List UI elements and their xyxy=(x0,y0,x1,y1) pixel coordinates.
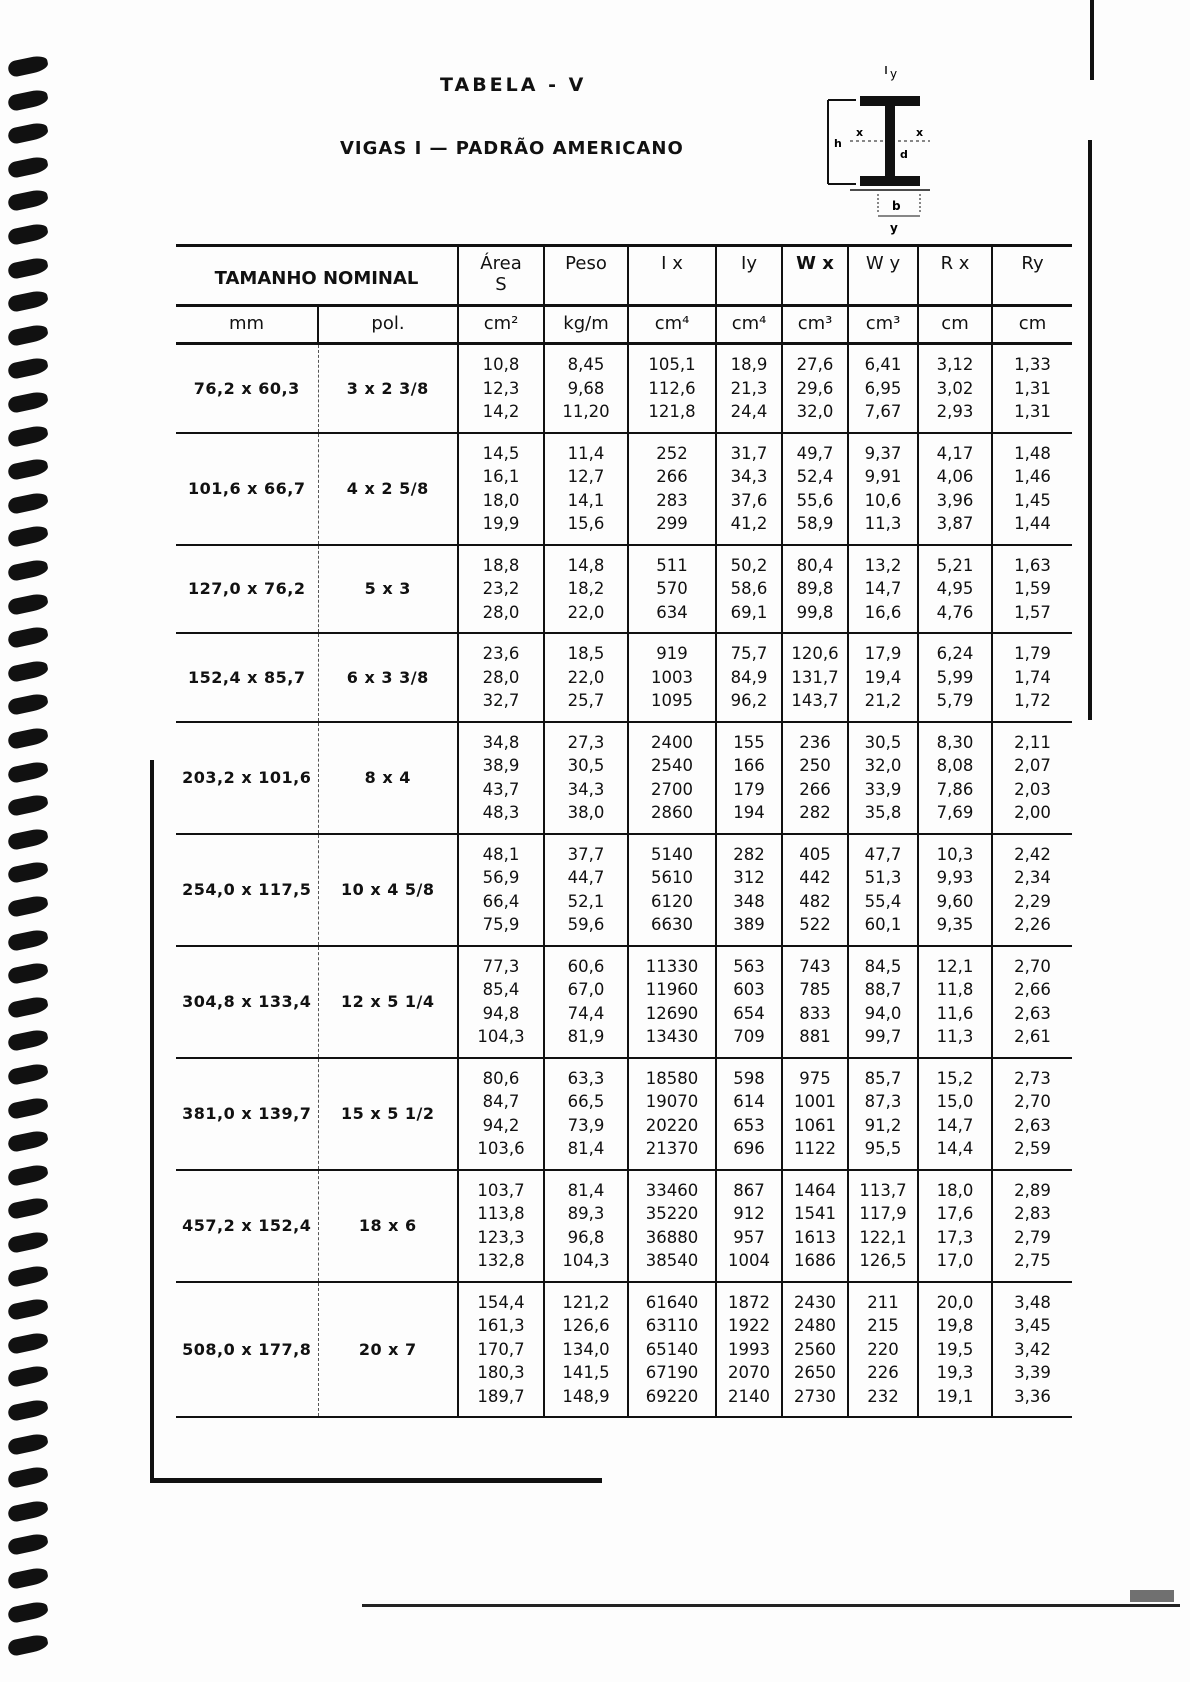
unit-wx: cm³ xyxy=(782,306,848,344)
unit-ix: cm⁴ xyxy=(628,306,716,344)
binding-ring xyxy=(7,1028,49,1052)
binding-ring xyxy=(7,1633,49,1657)
cell-ry: 2,11 2,07 2,03 2,00 xyxy=(992,722,1072,834)
cell-peso: 8,45 9,68 11,20 xyxy=(544,344,628,433)
cell-ry: 3,48 3,45 3,42 3,39 3,36 xyxy=(992,1282,1072,1418)
i-beam-diagram xyxy=(820,66,940,236)
cell-area: 48,1 56,9 66,4 75,9 xyxy=(458,834,544,946)
table-row xyxy=(176,633,1072,722)
cell-wy: 17,9 19,4 21,2 xyxy=(848,633,918,722)
cell-nominal-pol: 18 x 6 xyxy=(318,1170,458,1282)
cell-peso: 60,6 67,0 74,4 81,9 xyxy=(544,946,628,1058)
cell-wx: 743 785 833 881 xyxy=(782,946,848,1058)
margin-rule-left xyxy=(150,760,154,1482)
cell-nominal-mm: 304,8 x 133,4 xyxy=(176,946,318,1058)
cell-ix: 252 266 283 299 xyxy=(628,433,716,545)
cell-area: 154,4 161,3 170,7 180,3 189,7 xyxy=(458,1282,544,1418)
cell-ry: 1,48 1,46 1,45 1,44 xyxy=(992,433,1072,545)
binding-ring xyxy=(7,1096,49,1120)
cell-ix: 18580 19070 20220 21370 xyxy=(628,1058,716,1170)
footer-rule xyxy=(362,1604,1180,1607)
cell-iy: 282 312 348 389 xyxy=(716,834,782,946)
cell-nominal-mm: 127,0 x 76,2 xyxy=(176,545,318,634)
binding-ring xyxy=(7,1163,49,1187)
header-pol: pol. xyxy=(318,306,458,344)
cell-nominal-pol: 10 x 4 5/8 xyxy=(318,834,458,946)
cell-rx: 5,21 4,95 4,76 xyxy=(918,545,992,634)
binding-ring xyxy=(7,928,49,952)
cell-iy: 155 166 179 194 xyxy=(716,722,782,834)
cell-nominal-pol: 5 x 3 xyxy=(318,545,458,634)
cell-rx: 8,30 8,08 7,86 7,69 xyxy=(918,722,992,834)
cell-nominal-mm: 152,4 x 85,7 xyxy=(176,633,318,722)
margin-rule-top xyxy=(1090,0,1094,80)
binding-ring xyxy=(7,256,49,280)
cell-wy: 13,2 14,7 16,6 xyxy=(848,545,918,634)
label-b: b xyxy=(892,199,901,213)
cell-wx: 236 250 266 282 xyxy=(782,722,848,834)
cell-ix: 5140 5610 6120 6630 xyxy=(628,834,716,946)
binding-ring xyxy=(7,424,49,448)
table-row xyxy=(176,946,1072,1058)
table-row xyxy=(176,545,1072,634)
table-row xyxy=(176,1282,1072,1418)
cell-ix: 61640 63110 65140 67190 69220 xyxy=(628,1282,716,1418)
binding-ring xyxy=(7,1062,49,1086)
cell-wx: 27,6 29,6 32,0 xyxy=(782,344,848,433)
binding-ring xyxy=(7,1230,49,1254)
cell-nominal-pol: 4 x 2 5/8 xyxy=(318,433,458,545)
cell-peso: 27,3 30,5 34,3 38,0 xyxy=(544,722,628,834)
binding-ring xyxy=(7,1432,49,1456)
cell-wx: 2430 2480 2560 2650 2730 xyxy=(782,1282,848,1418)
binding-ring xyxy=(7,1364,49,1388)
cell-peso: 63,3 66,5 73,9 81,4 xyxy=(544,1058,628,1170)
cell-nominal-pol: 12 x 5 1/4 xyxy=(318,946,458,1058)
binding-ring xyxy=(7,390,49,414)
binding-ring xyxy=(7,88,49,112)
cell-nominal-mm: 203,2 x 101,6 xyxy=(176,722,318,834)
binding-ring xyxy=(7,726,49,750)
spiral-binding xyxy=(0,0,60,1682)
cell-iy: 563 603 654 709 xyxy=(716,946,782,1058)
table-row xyxy=(176,834,1072,946)
cell-rx: 20,0 19,8 19,5 19,3 19,1 xyxy=(918,1282,992,1418)
cell-area: 77,3 85,4 94,8 104,3 xyxy=(458,946,544,1058)
cell-rx: 18,0 17,6 17,3 17,0 xyxy=(918,1170,992,1282)
binding-ring xyxy=(7,1465,49,1489)
cell-peso: 121,2 126,6 134,0 141,5 148,9 xyxy=(544,1282,628,1418)
cell-ix: 511 570 634 xyxy=(628,545,716,634)
header-peso: Peso xyxy=(544,246,628,306)
cell-wy: 47,7 51,3 55,4 60,1 xyxy=(848,834,918,946)
cell-ry: 2,70 2,66 2,63 2,61 xyxy=(992,946,1072,1058)
binding-ring xyxy=(7,659,49,683)
binding-ring xyxy=(7,1532,49,1556)
beam-properties-table xyxy=(176,244,1072,1418)
unit-rx: cm xyxy=(918,306,992,344)
cell-ry: 2,42 2,34 2,29 2,26 xyxy=(992,834,1072,946)
label-y-top: y xyxy=(890,67,898,81)
cell-ix: 11330 11960 12690 13430 xyxy=(628,946,716,1058)
cell-wy: 211 215 220 226 232 xyxy=(848,1282,918,1418)
cell-wy: 9,37 9,91 10,6 11,3 xyxy=(848,433,918,545)
unit-ry: cm xyxy=(992,306,1072,344)
cell-peso: 81,4 89,3 96,8 104,3 xyxy=(544,1170,628,1282)
cell-area: 103,7 113,8 123,3 132,8 xyxy=(458,1170,544,1282)
header-iy: Iy xyxy=(716,246,782,306)
cell-iy: 1872 1922 1993 2070 2140 xyxy=(716,1282,782,1418)
header-area: Área S xyxy=(458,246,544,306)
cell-ry: 1,79 1,74 1,72 xyxy=(992,633,1072,722)
table-row xyxy=(176,433,1072,545)
binding-ring xyxy=(7,1566,49,1590)
cell-nominal-mm: 457,2 x 152,4 xyxy=(176,1170,318,1282)
margin-rule-bottom xyxy=(150,1478,602,1483)
cell-area: 14,5 16,1 18,0 19,9 xyxy=(458,433,544,545)
cell-wx: 975 1001 1061 1122 xyxy=(782,1058,848,1170)
binding-ring xyxy=(7,592,49,616)
cell-nominal-mm: 381,0 x 139,7 xyxy=(176,1058,318,1170)
cell-iy: 598 614 653 696 xyxy=(716,1058,782,1170)
cell-iy: 31,7 34,3 37,6 41,2 xyxy=(716,433,782,545)
binding-ring xyxy=(7,1297,49,1321)
cell-nominal-mm: 508,0 x 177,8 xyxy=(176,1282,318,1418)
table-row xyxy=(176,1170,1072,1282)
binding-ring xyxy=(7,222,49,246)
cell-rx: 15,2 15,0 14,7 14,4 xyxy=(918,1058,992,1170)
cell-ix: 105,1 112,6 121,8 xyxy=(628,344,716,433)
binding-ring xyxy=(7,827,49,851)
cell-ry: 1,63 1,59 1,57 xyxy=(992,545,1072,634)
binding-ring xyxy=(7,1264,49,1288)
binding-ring xyxy=(7,558,49,582)
cell-wy: 6,41 6,95 7,67 xyxy=(848,344,918,433)
binding-ring xyxy=(7,1499,49,1523)
header-ix: I x xyxy=(628,246,716,306)
binding-ring xyxy=(7,625,49,649)
label-h: h xyxy=(834,137,842,150)
cell-iy: 50,2 58,6 69,1 xyxy=(716,545,782,634)
table-row xyxy=(176,722,1072,834)
cell-ry: 2,89 2,83 2,79 2,75 xyxy=(992,1170,1072,1282)
cell-wx: 80,4 89,8 99,8 xyxy=(782,545,848,634)
cell-rx: 6,24 5,99 5,79 xyxy=(918,633,992,722)
unit-iy: cm⁴ xyxy=(716,306,782,344)
scan-smudge xyxy=(1130,1590,1174,1602)
cell-wy: 113,7 117,9 122,1 126,5 xyxy=(848,1170,918,1282)
binding-ring xyxy=(7,323,49,347)
binding-ring xyxy=(7,457,49,481)
cell-peso: 18,5 22,0 25,7 xyxy=(544,633,628,722)
cell-rx: 12,1 11,8 11,6 11,3 xyxy=(918,946,992,1058)
cell-area: 10,8 12,3 14,2 xyxy=(458,344,544,433)
header-nominal-size: TAMANHO NOMINAL xyxy=(176,246,458,306)
binding-ring xyxy=(7,760,49,784)
cell-rx: 4,17 4,06 3,96 3,87 xyxy=(918,433,992,545)
page-title: TABELA - V xyxy=(440,74,587,96)
cell-peso: 11,4 12,7 14,1 15,6 xyxy=(544,433,628,545)
binding-ring xyxy=(7,692,49,716)
cell-wx: 405 442 482 522 xyxy=(782,834,848,946)
binding-ring xyxy=(7,1129,49,1153)
cell-area: 80,6 84,7 94,2 103,6 xyxy=(458,1058,544,1170)
binding-ring xyxy=(7,1398,49,1422)
label-x-right: x xyxy=(916,126,924,139)
cell-ix: 33460 35220 36880 38540 xyxy=(628,1170,716,1282)
label-x-left: x xyxy=(856,126,864,139)
binding-ring xyxy=(7,188,49,212)
header-wy: W y xyxy=(848,246,918,306)
cell-nominal-pol: 20 x 7 xyxy=(318,1282,458,1418)
cell-nominal-mm: 76,2 x 60,3 xyxy=(176,344,318,433)
page-subtitle: VIGAS I — PADRÃO AMERICANO xyxy=(340,138,684,159)
cell-rx: 10,3 9,93 9,60 9,35 xyxy=(918,834,992,946)
binding-ring xyxy=(7,1196,49,1220)
binding-ring xyxy=(7,121,49,145)
table-body xyxy=(176,344,1072,1418)
cell-ix: 919 1003 1095 xyxy=(628,633,716,722)
binding-ring xyxy=(7,860,49,884)
header-mm: mm xyxy=(176,306,318,344)
header-rx: R x xyxy=(918,246,992,306)
cell-iy: 18,9 21,3 24,4 xyxy=(716,344,782,433)
margin-rule-right xyxy=(1088,140,1092,720)
binding-ring xyxy=(7,894,49,918)
cell-rx: 3,12 3,02 2,93 xyxy=(918,344,992,433)
cell-wx: 1464 1541 1613 1686 xyxy=(782,1170,848,1282)
binding-ring xyxy=(7,289,49,313)
cell-nominal-mm: 101,6 x 66,7 xyxy=(176,433,318,545)
cell-ry: 1,33 1,31 1,31 xyxy=(992,344,1072,433)
table-row xyxy=(176,1058,1072,1170)
cell-nominal-pol: 15 x 5 1/2 xyxy=(318,1058,458,1170)
label-y-bottom: y xyxy=(890,221,898,235)
cell-iy: 75,7 84,9 96,2 xyxy=(716,633,782,722)
binding-ring xyxy=(7,155,49,179)
binding-ring xyxy=(7,1331,49,1355)
cell-ix: 2400 2540 2700 2860 xyxy=(628,722,716,834)
binding-ring xyxy=(7,961,49,985)
cell-peso: 37,7 44,7 52,1 59,6 xyxy=(544,834,628,946)
cell-wy: 84,5 88,7 94,0 99,7 xyxy=(848,946,918,1058)
cell-wy: 30,5 32,0 33,9 35,8 xyxy=(848,722,918,834)
cell-peso: 14,8 18,2 22,0 xyxy=(544,545,628,634)
cell-wx: 120,6 131,7 143,7 xyxy=(782,633,848,722)
cell-area: 18,8 23,2 28,0 xyxy=(458,545,544,634)
cell-wy: 85,7 87,3 91,2 95,5 xyxy=(848,1058,918,1170)
cell-nominal-pol: 3 x 2 3/8 xyxy=(318,344,458,433)
binding-ring xyxy=(7,491,49,515)
cell-wx: 49,7 52,4 55,6 58,9 xyxy=(782,433,848,545)
binding-ring xyxy=(7,995,49,1019)
binding-ring xyxy=(7,1600,49,1624)
unit-peso: kg/m xyxy=(544,306,628,344)
cell-ry: 2,73 2,70 2,63 2,59 xyxy=(992,1058,1072,1170)
table-row xyxy=(176,344,1072,433)
cell-nominal-pol: 8 x 4 xyxy=(318,722,458,834)
binding-ring xyxy=(7,793,49,817)
unit-wy: cm³ xyxy=(848,306,918,344)
cell-area: 23,6 28,0 32,7 xyxy=(458,633,544,722)
cell-nominal-mm: 254,0 x 117,5 xyxy=(176,834,318,946)
cell-area: 34,8 38,9 43,7 48,3 xyxy=(458,722,544,834)
unit-area: cm² xyxy=(458,306,544,344)
cell-iy: 867 912 957 1004 xyxy=(716,1170,782,1282)
header-ry: Ry xyxy=(992,246,1072,306)
binding-ring xyxy=(7,524,49,548)
header-wx: W x xyxy=(782,246,848,306)
binding-ring xyxy=(7,54,49,78)
binding-ring xyxy=(7,356,49,380)
label-d: d xyxy=(900,148,908,161)
cell-nominal-pol: 6 x 3 3/8 xyxy=(318,633,458,722)
